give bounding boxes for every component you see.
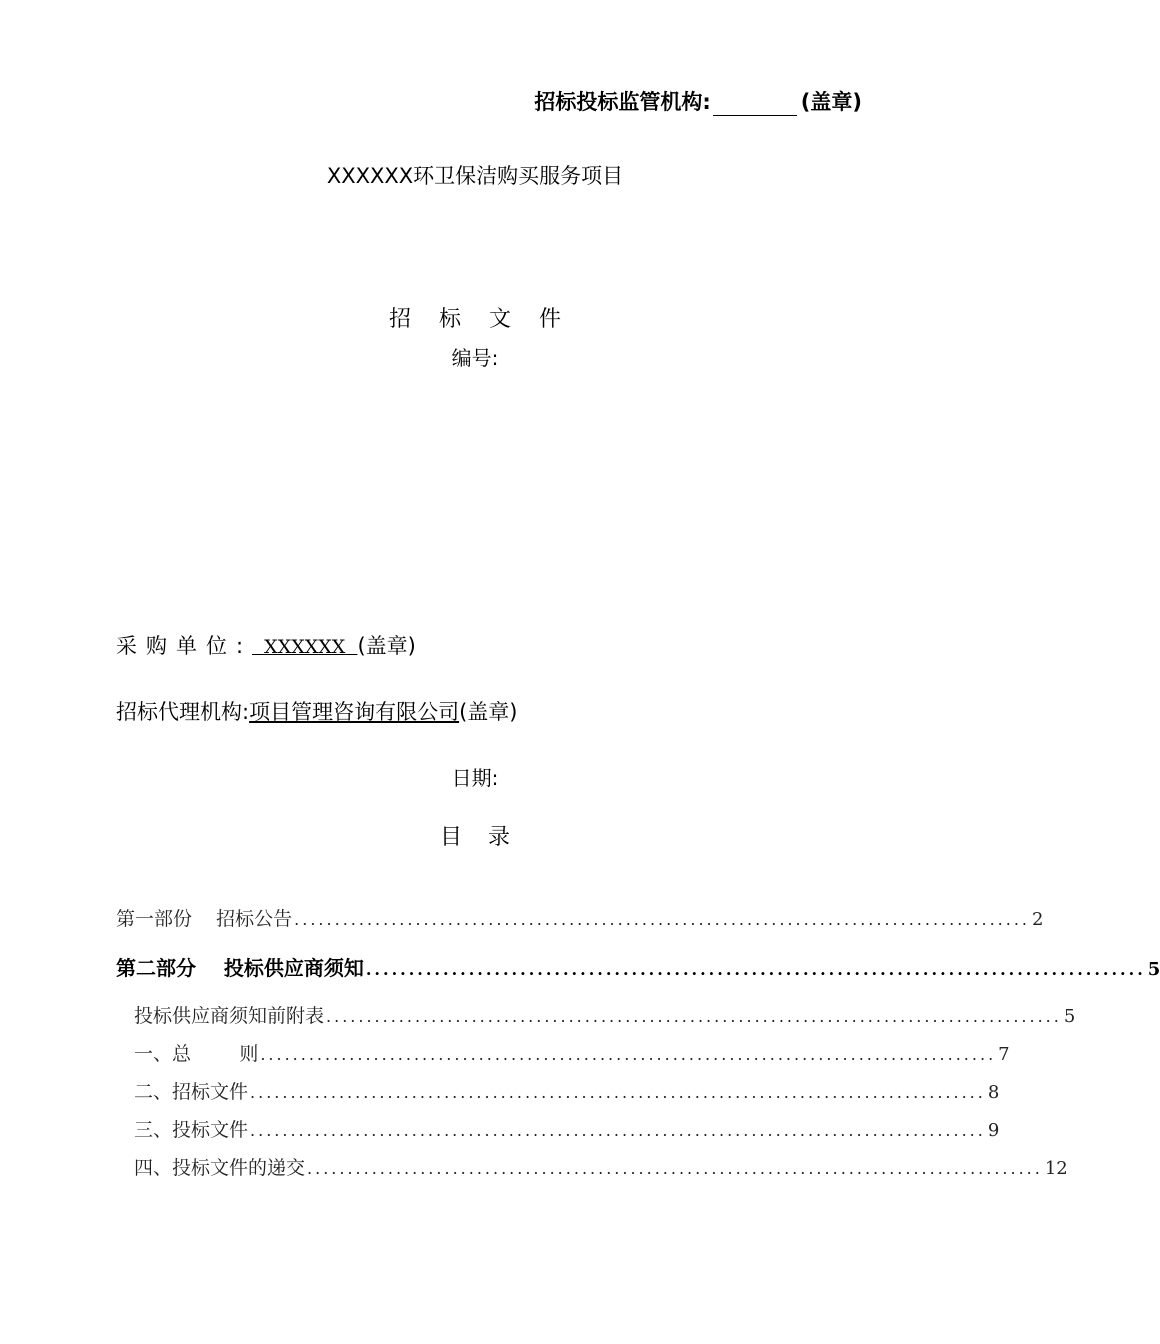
toc-entry-text: 投标供应商须知前附表 [134, 1005, 325, 1027]
supervisor-seal: (盖章) [800, 90, 862, 114]
toc-entry[interactable] [134, 1153, 1068, 1180]
toc-entry-page: 12 [1044, 1158, 1068, 1179]
supervisor-label: 招标投标监管机构: [534, 90, 711, 114]
toc-leader-dots: ........................................................................................... [260, 1045, 997, 1064]
purchaser-value: XXXXXX [264, 636, 346, 658]
toc-entry-text: 二、招标文件 [134, 1081, 249, 1103]
toc-entry-text: 第二部分 投标供应商须知 [116, 956, 364, 980]
toc-entry-page: 5 [1063, 1006, 1076, 1027]
date-label: 日期: [451, 766, 499, 790]
agency-value: 项目管理咨询有限公司 [249, 700, 460, 724]
toc-entry[interactable] [134, 1077, 1000, 1104]
toc-entry[interactable] [134, 1039, 1010, 1066]
toc-entry-page: 9 [987, 1120, 1000, 1141]
toc-entry[interactable] [116, 952, 1160, 981]
purchaser-label: 采购单位: [116, 634, 253, 658]
purchaser-line [116, 630, 416, 660]
toc-leader-dots: ........................................................................................... [250, 1121, 986, 1140]
purchaser-seal: (盖章) [357, 634, 416, 658]
toc-entry-page: 7 [998, 1044, 1010, 1065]
toc-entry-text: 第一部份 招标公告 [116, 908, 293, 930]
toc-entry-text: 四、投标文件的递交 [134, 1157, 306, 1179]
document-number-label: 编号: [451, 346, 499, 370]
toc-entry-text: 三、投标文件 [134, 1119, 249, 1141]
toc-leader-dots: ........................................................................................... [294, 910, 1030, 929]
toc-entry-page: 2 [1032, 909, 1044, 930]
toc-entry-page: 5 [1147, 959, 1160, 980]
agency-line [116, 696, 517, 726]
toc-leader-dots: ........................................................................................... [250, 1083, 986, 1102]
toc-leader-dots: ........................................................................................... [365, 960, 1146, 979]
supervisor-blank [713, 93, 797, 116]
toc-entry[interactable] [134, 1001, 1076, 1028]
toc-entry[interactable] [116, 904, 1044, 931]
toc-entry-text: 一、总 则 [134, 1043, 259, 1065]
agency-seal: (盖章) [459, 700, 518, 724]
toc-title: 目录 [439, 825, 536, 850]
agency-label: 招标代理机构: [116, 700, 250, 724]
document-title: 招标文件 [388, 307, 589, 332]
project-title: XXXXXX环卫保洁购买服务项目 [326, 164, 624, 188]
supervisor-line [534, 86, 862, 116]
toc-leader-dots: ........................................................................................... [307, 1159, 1043, 1178]
toc-entry-page: 8 [987, 1082, 1000, 1103]
toc-leader-dots: ........................................................................................... [326, 1007, 1062, 1026]
toc-entry[interactable] [134, 1115, 1000, 1142]
